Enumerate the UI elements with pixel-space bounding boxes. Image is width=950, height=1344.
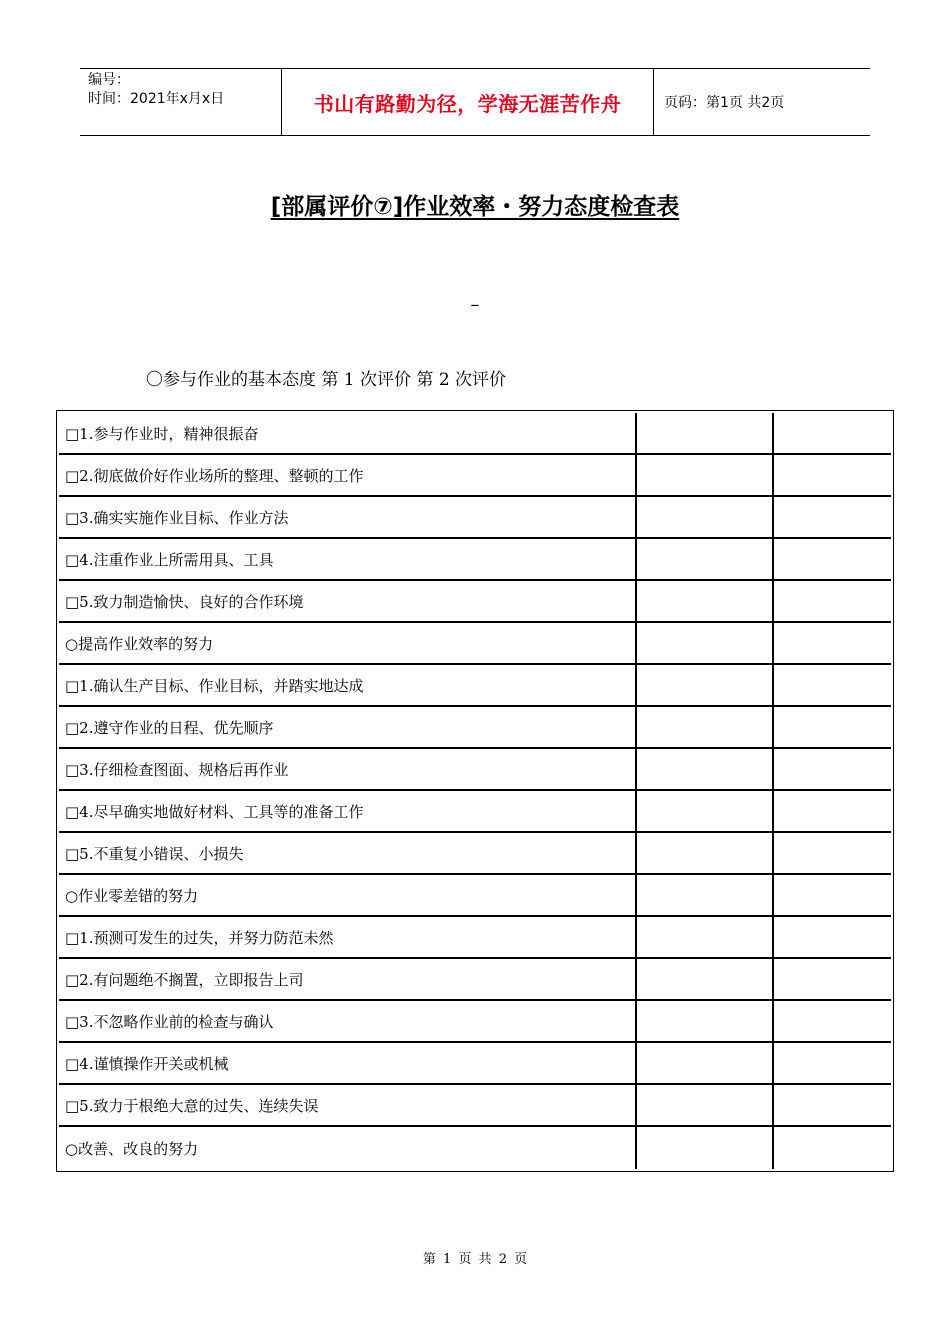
second-evaluation-cell[interactable] xyxy=(774,455,891,497)
table-row xyxy=(59,875,891,917)
checklist-item: □3.不忽略作业前的检查与确认 xyxy=(59,1001,637,1043)
second-evaluation-cell[interactable] xyxy=(774,833,891,875)
checklist-item: □4.注重作业上所需用具、工具 xyxy=(59,539,637,581)
second-evaluation-cell[interactable] xyxy=(774,1085,891,1127)
checklist-item: □2.遵守作业的日程、优先顺序 xyxy=(59,707,637,749)
second-evaluation-cell[interactable] xyxy=(774,791,891,833)
second-evaluation-cell[interactable] xyxy=(774,581,891,623)
first-evaluation-cell[interactable] xyxy=(637,665,774,707)
document-title-text: [部属评价⑦]作业效率・努力态度检查表 xyxy=(270,194,680,220)
first-evaluation-cell[interactable] xyxy=(637,833,774,875)
first-evaluation-cell[interactable] xyxy=(637,875,774,917)
table-row xyxy=(59,581,891,623)
table-row xyxy=(59,497,891,539)
checklist-item: □3.仔细检查图面、规格后再作业 xyxy=(59,749,637,791)
table-row xyxy=(59,1085,891,1127)
checklist-item: □1.确认生产目标、作业目标，并踏实地达成 xyxy=(59,665,637,707)
checklist-item: ○提高作业效率的努力 xyxy=(59,623,637,665)
page-footer: 第 1 页 共 2 页 xyxy=(422,1252,528,1267)
section-heading: 〇参与作业的基本态度 第 1 次评价 第 2 次评价 xyxy=(146,370,507,390)
document-title xyxy=(0,188,950,221)
first-evaluation-cell[interactable] xyxy=(637,539,774,581)
checklist-item: □3.确实实施作业目标、作业方法 xyxy=(59,497,637,539)
second-evaluation-cell[interactable] xyxy=(774,539,891,581)
first-evaluation-cell[interactable] xyxy=(637,497,774,539)
second-evaluation-cell[interactable] xyxy=(774,1043,891,1085)
first-evaluation-cell[interactable] xyxy=(637,791,774,833)
page-header xyxy=(80,68,870,136)
checklist-item: □5.不重复小错误、小损失 xyxy=(59,833,637,875)
table-row xyxy=(59,749,891,791)
checklist-item: □2.有问题绝不搁置，立即报告上司 xyxy=(59,959,637,1001)
second-evaluation-cell[interactable] xyxy=(774,707,891,749)
table-row xyxy=(59,539,891,581)
checklist-table xyxy=(59,413,891,1169)
checklist-item: □4.谨慎操作开关或机械 xyxy=(59,1043,637,1085)
first-evaluation-cell[interactable] xyxy=(637,1001,774,1043)
checklist-item: ○作业零差错的努力 xyxy=(59,875,637,917)
first-evaluation-cell[interactable] xyxy=(637,707,774,749)
second-evaluation-cell[interactable] xyxy=(774,413,891,455)
second-evaluation-cell[interactable] xyxy=(774,665,891,707)
second-evaluation-cell[interactable] xyxy=(774,875,891,917)
table-row xyxy=(59,665,891,707)
first-evaluation-cell[interactable] xyxy=(637,623,774,665)
second-evaluation-cell[interactable] xyxy=(774,959,891,1001)
first-evaluation-cell[interactable] xyxy=(637,1085,774,1127)
second-evaluation-cell[interactable] xyxy=(774,917,891,959)
table-row xyxy=(59,1001,891,1043)
checklist-table-frame xyxy=(56,410,894,1172)
second-evaluation-cell[interactable] xyxy=(774,1001,891,1043)
first-evaluation-cell[interactable] xyxy=(637,455,774,497)
first-evaluation-cell[interactable] xyxy=(637,1043,774,1085)
checklist-item: ○改善、改良的努力 xyxy=(59,1127,637,1169)
checklist-item: □2.彻底做价好作业场所的整理、整顿的工作 xyxy=(59,455,637,497)
table-row xyxy=(59,623,891,665)
table-row xyxy=(59,833,891,875)
checklist-item: □1.预测可发生的过失，并努力防范未然 xyxy=(59,917,637,959)
first-evaluation-cell[interactable] xyxy=(637,581,774,623)
checklist-item: □5.致力于根绝大意的过失、连续失误 xyxy=(59,1085,637,1127)
header-meta xyxy=(80,69,282,135)
first-evaluation-cell[interactable] xyxy=(637,749,774,791)
second-evaluation-cell[interactable] xyxy=(774,749,891,791)
first-evaluation-cell[interactable] xyxy=(637,1127,774,1169)
second-evaluation-cell[interactable] xyxy=(774,623,891,665)
checklist-item: □1.参与作业时，精神很振奋 xyxy=(59,413,637,455)
first-evaluation-cell[interactable] xyxy=(637,959,774,1001)
table-row xyxy=(59,707,891,749)
table-row xyxy=(59,455,891,497)
table-row xyxy=(59,413,891,455)
first-evaluation-cell[interactable] xyxy=(637,413,774,455)
number-label: 编号： xyxy=(88,72,130,88)
table-row xyxy=(59,917,891,959)
dash-mark: – xyxy=(470,294,480,315)
second-evaluation-cell[interactable] xyxy=(774,1127,891,1169)
time-label: 时间：2021年x月x日 xyxy=(88,91,225,107)
header-page-info: 页码：第1页 共2页 xyxy=(664,95,785,111)
table-row xyxy=(59,1127,891,1169)
second-evaluation-cell[interactable] xyxy=(774,497,891,539)
table-row xyxy=(59,791,891,833)
table-row xyxy=(59,959,891,1001)
first-evaluation-cell[interactable] xyxy=(637,917,774,959)
table-row xyxy=(59,1043,891,1085)
checklist-item: □5.致力制造愉快、良好的合作环境 xyxy=(59,581,637,623)
header-motto: 书山有路勤为径，学海无涯苦作舟 xyxy=(282,69,654,135)
checklist-item: □4.尽早确实地做好材料、工具等的准备工作 xyxy=(59,791,637,833)
